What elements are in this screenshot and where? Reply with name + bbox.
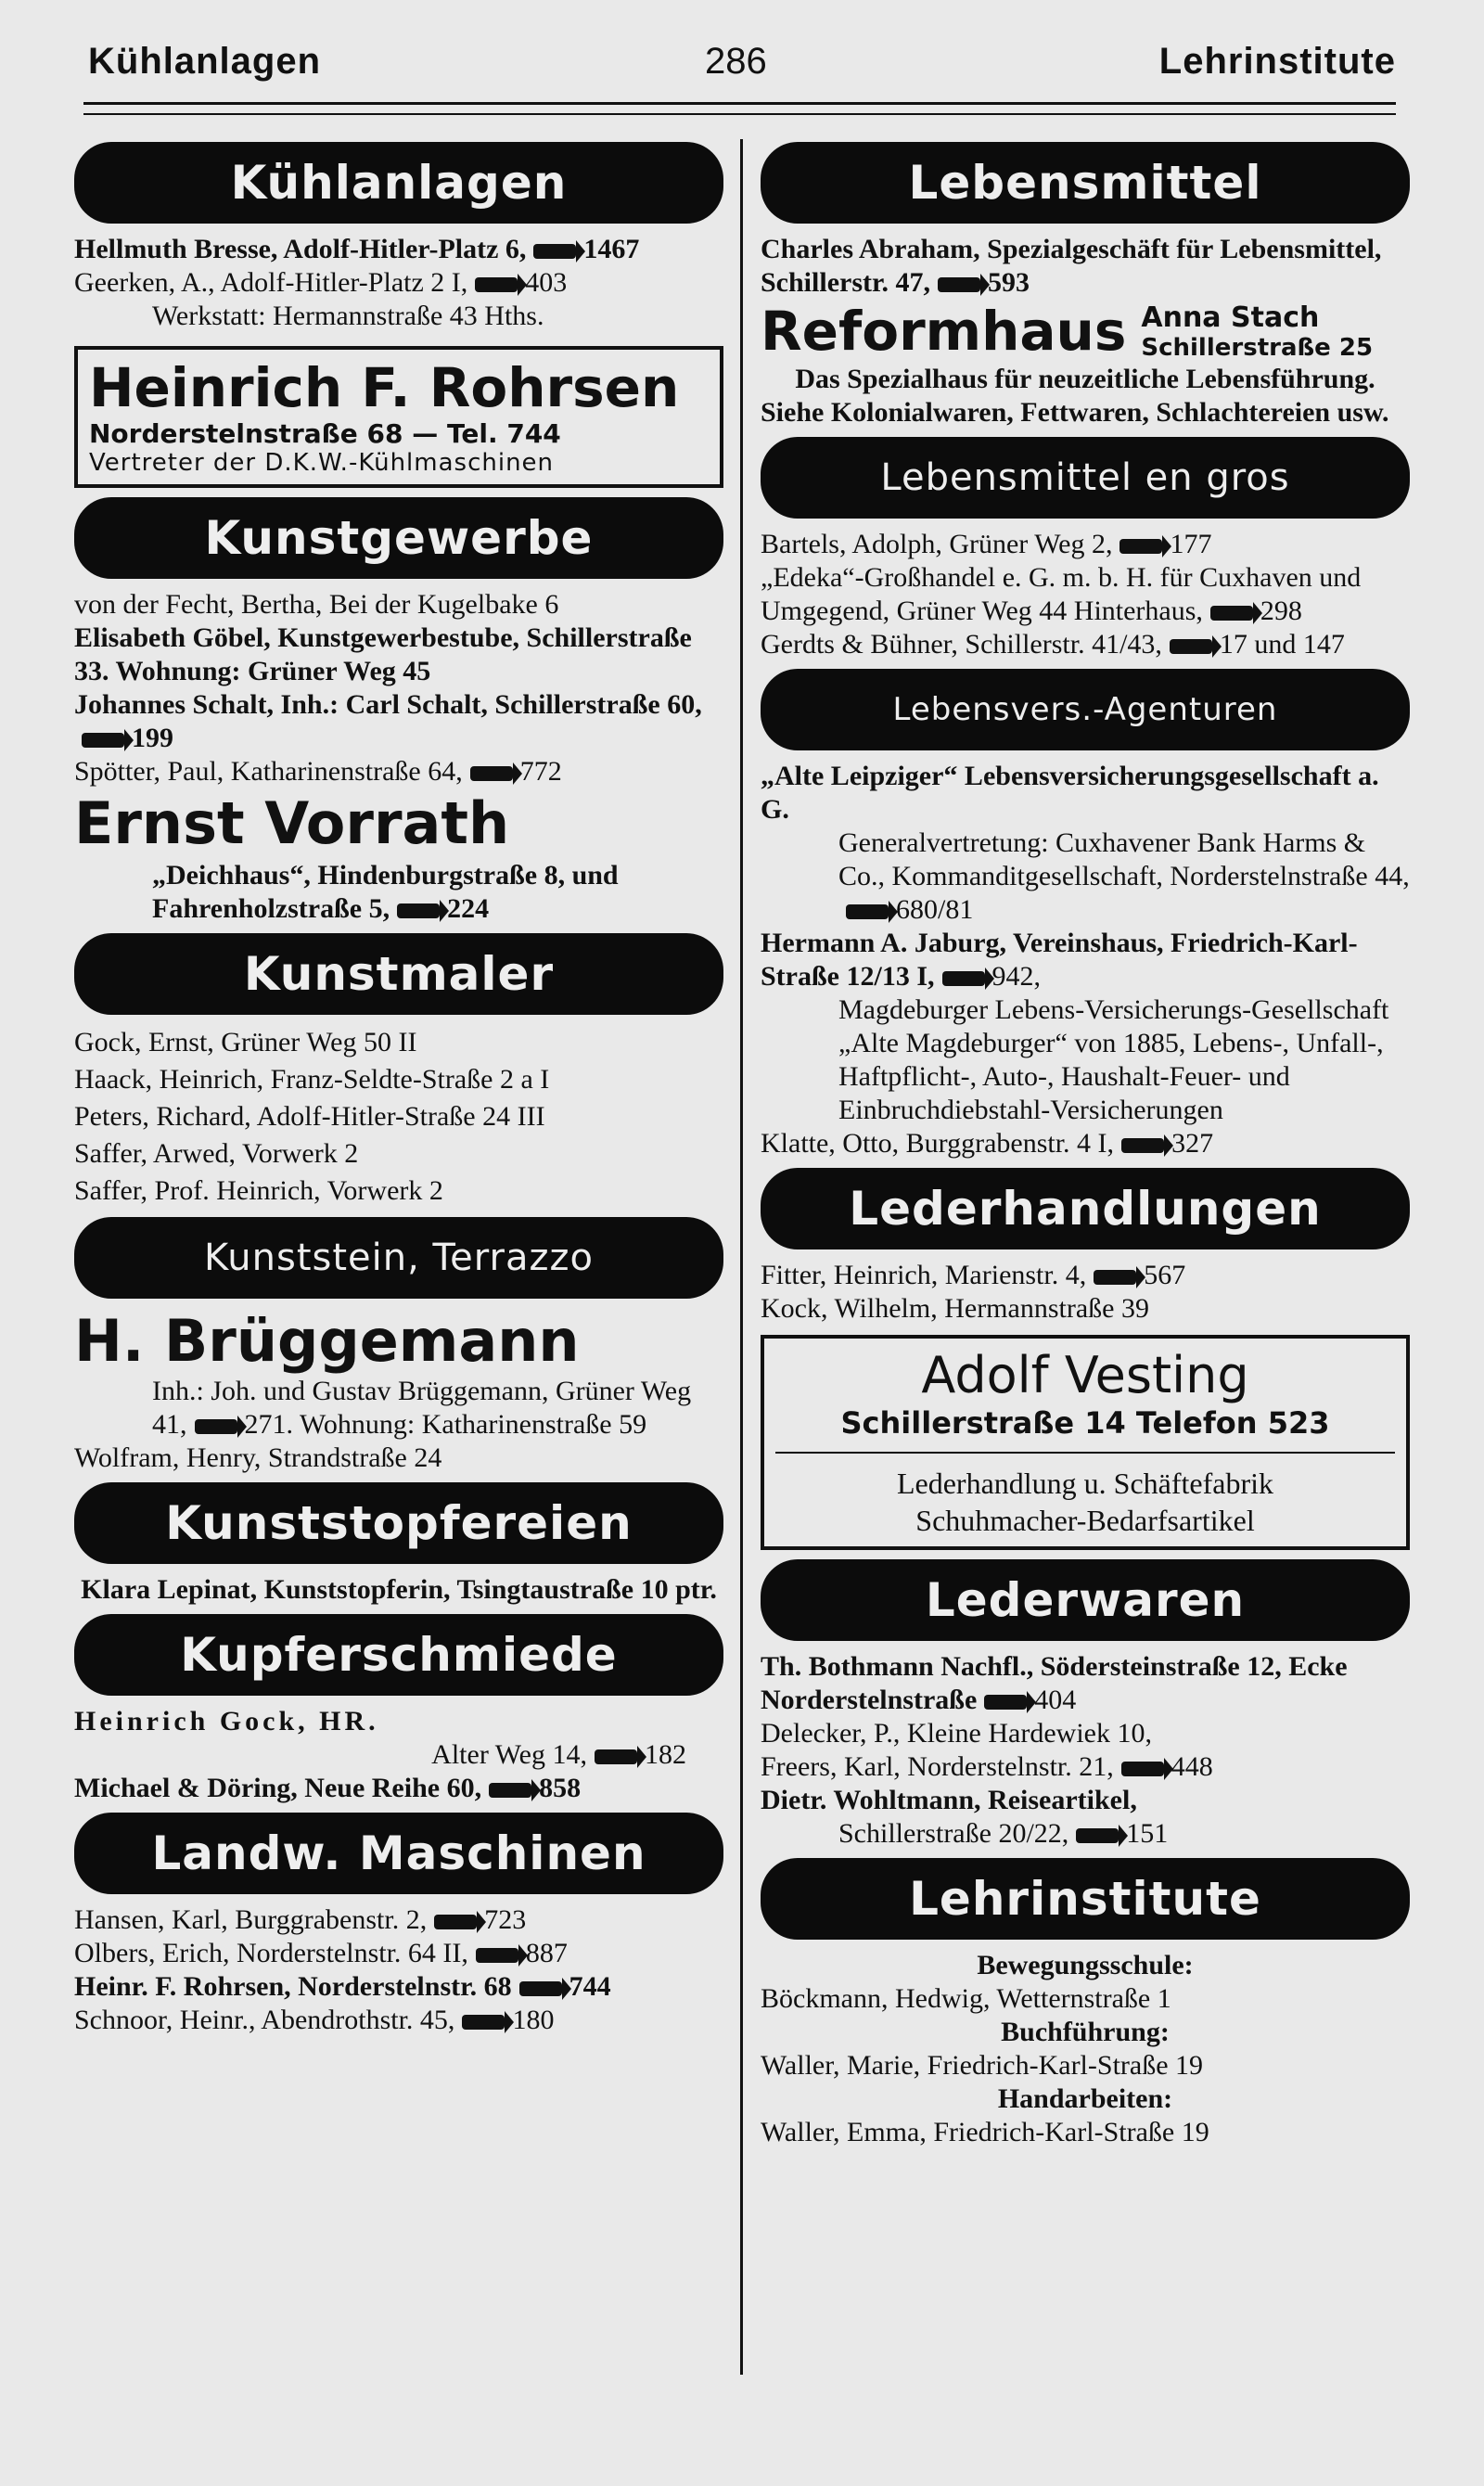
list-item: Magdeburger Lebens-Versicherungs-Gesellschaft „Alte Magdeburger“ von 1885, Lebens-, Unfall-, Haftpflicht-, Auto-, Haushalt-Feuer- und Einbruchdiebstahl-Versicherungen <box>838 994 1389 1125</box>
list-item: Dietr. Wohltmann, Reiseartikel, <box>761 1785 1137 1815</box>
section-banner: Kunstgewerbe <box>74 497 723 579</box>
phone-number: 772 <box>519 756 562 787</box>
phone-number: 17 und 147 <box>1219 629 1345 660</box>
list-item <box>761 927 1410 993</box>
list-item: Heinrich Gock, HR. <box>74 1706 379 1736</box>
ad-address: Schillerstraße 25 <box>1141 333 1374 362</box>
phone-icon <box>1170 639 1212 654</box>
list-item: Delecker, P., Kleine Hardewiek 10, <box>761 1718 1152 1749</box>
phone-icon <box>475 277 518 292</box>
header-rule <box>83 102 1396 105</box>
entry-text: Wohnung: Katharinenstraße 59 <box>299 1409 647 1440</box>
list-item <box>74 1772 723 1805</box>
entry-text: Schnoor, Heinr., Abendrothstr. 45, <box>74 2005 455 2035</box>
list-item <box>761 1650 1410 1717</box>
entry-text: Geerken, A., Adolf-Hitler-Platz 2 I, <box>74 267 468 298</box>
header-left: Kühlanlagen <box>88 41 322 82</box>
list-item: Werkstatt: Hermannstraße 43 Hths. <box>152 301 544 331</box>
subheading: Buchführung: <box>1001 2017 1170 2047</box>
right-column <box>761 135 1410 2149</box>
header-rule-2 <box>83 113 1396 115</box>
phone-number: 177 <box>1170 529 1212 559</box>
phone-number: 723 <box>484 1904 527 1935</box>
phone-icon <box>1121 1762 1164 1776</box>
phone-icon <box>462 2015 505 2030</box>
ad-address: Schillerstraße 14 Telefon 523 <box>775 1405 1395 1454</box>
phone-number: 404 <box>1034 1685 1077 1715</box>
section-banner: Landw. Maschinen <box>74 1813 723 1894</box>
entry-text: „Edeka“-Großhandel e. G. m. b. H. für Cuxhaven und Umgegend, Grüner Weg 44 Hinterhaus, <box>761 562 1362 626</box>
ad-subtitle: Lederhandlung u. Schäftefabrik <box>896 1467 1274 1500</box>
list-item: Haack, Heinrich, Franz-Seldte-Straße 2 a I <box>74 1064 550 1095</box>
ad-owner: Anna Stach <box>1141 301 1320 334</box>
phone-number: 744 <box>569 1971 611 2002</box>
list-item <box>74 1375 723 1442</box>
entry-text: Schillerstraße 20/22, <box>838 1818 1069 1849</box>
entry-text: Bartels, Adolph, Grüner Weg 2, <box>761 529 1113 559</box>
entry-text: Th. Bothmann Nachfl., Södersteinstraße 12, Ecke Norderstelnstraße <box>761 1651 1348 1715</box>
entry-text: Freers, Karl, Norderstelnstr. 21, <box>761 1751 1114 1782</box>
section-banner: Kunststopfereien <box>74 1482 723 1564</box>
phone-icon <box>434 1915 477 1929</box>
page-number: 286 <box>705 41 767 82</box>
phone-number: 448 <box>1171 1751 1213 1782</box>
header-right: Lehrinstitute <box>1158 41 1396 82</box>
entry-text: Charles Abraham, Spezialgeschäft für Lebensmittel, Schillerstr. 47, <box>761 234 1382 298</box>
list-item <box>761 561 1410 628</box>
list-item <box>74 2004 723 2037</box>
phone-number: 593 <box>988 267 1030 298</box>
phone-icon <box>942 971 985 986</box>
advertisement <box>761 300 1410 363</box>
list-item: Wolfram, Henry, Strandstraße 24 <box>74 1442 442 1473</box>
phone-icon <box>1094 1270 1136 1285</box>
entry-text: „Deichhaus“, Hindenburgstraße 8, und Fahrenholzstraße 5, <box>152 860 619 924</box>
phone-icon <box>1119 539 1162 554</box>
section-banner: Lederhandlungen <box>761 1168 1410 1249</box>
advertisement <box>761 1335 1410 1550</box>
list-item: Böckmann, Hedwig, Wetternstraße 1 <box>761 1983 1171 2014</box>
list-item <box>74 1738 723 1772</box>
entry-text: Inh.: Joh. und Gustav Brüggemann, Grüner Weg 41, <box>152 1376 692 1440</box>
entry-text: Alter Weg 14, <box>431 1739 587 1770</box>
subheading: Handarbeiten: <box>997 2083 1173 2114</box>
ad-address: Norderstelnstraße 68 — Tel. 744 <box>89 418 561 449</box>
phone-icon <box>595 1749 637 1764</box>
phone-icon <box>489 1783 531 1798</box>
list-item: Siehe Kolonialwaren, Fettwaren, Schlachtereien usw. <box>761 397 1389 428</box>
phone-number: 858 <box>539 1773 582 1803</box>
phone-icon <box>984 1695 1027 1710</box>
phone-icon <box>1210 606 1253 621</box>
phone-icon <box>519 1981 562 1996</box>
entry-text: Hansen, Karl, Burggrabenstr. 2, <box>74 1904 428 1935</box>
list-item <box>74 233 723 266</box>
phone-icon <box>476 1948 518 1963</box>
phone-icon <box>397 903 440 918</box>
entry-text: Klatte, Otto, Burggrabenstr. 4 I, <box>761 1128 1115 1159</box>
phone-icon <box>82 733 124 748</box>
list-item <box>74 1937 723 1970</box>
list-item: Klara Lepinat, Kunststopferin, Tsingtaustraße 10 ptr. <box>81 1574 717 1605</box>
phone-icon <box>470 766 513 781</box>
phone-icon <box>938 277 980 292</box>
advertisement <box>74 346 723 488</box>
list-item <box>761 1750 1410 1784</box>
section-banner: Lebensmittel en gros <box>761 437 1410 519</box>
section-banner: Kunstmaler <box>74 933 723 1015</box>
list-item: Peters, Richard, Adolf-Hitler-Straße 24 III <box>74 1101 545 1132</box>
ad-name: Reformhaus <box>761 300 1127 363</box>
phone-number: 199 <box>132 723 173 753</box>
section-banner: Kühlanlagen <box>74 142 723 224</box>
ad-name: Heinrich F. Rohrsen <box>89 356 680 419</box>
list-item: Waller, Emma, Friedrich-Karl-Straße 19 <box>761 2117 1209 2147</box>
entry-text: Hellmuth Bresse, Adolf-Hitler-Platz 6, <box>74 234 527 264</box>
list-item: von der Fecht, Bertha, Bei der Kugelbake 6 <box>74 589 559 620</box>
phone-icon <box>1121 1138 1164 1153</box>
subheading: Bewegungsschule: <box>977 1950 1194 1980</box>
list-item <box>74 266 723 300</box>
entry-text: Johannes Schalt, Inh.: Carl Schalt, Schillerstraße 60, <box>74 689 702 720</box>
entry-text: Heinr. F. Rohrsen, Norderstelnstr. 68 <box>74 1971 512 2002</box>
list-item: „Alte Leipziger“ Lebensversicherungsgesellschaft a. G. <box>761 761 1379 825</box>
list-item <box>74 755 723 788</box>
phone-number: 403 <box>525 267 568 298</box>
phone-number: 327 <box>1171 1128 1214 1159</box>
list-item <box>761 1817 1410 1851</box>
list-item: Kock, Wilhelm, Hermannstraße 39 <box>761 1293 1149 1324</box>
phone-number: 887 <box>525 1938 568 1968</box>
phone-number: 182 <box>645 1739 686 1770</box>
list-item <box>761 1127 1410 1160</box>
entry-text: Generalvertretung: Cuxhavener Bank Harms & Co., Kommanditgesellschaft, Norderstelnstraße 44, <box>838 827 1410 891</box>
ad-subtitle: Vertreter der D.K.W.-Kühlmaschinen <box>89 449 555 477</box>
phone-number: 224 <box>447 893 490 924</box>
phone-number: 298 <box>1260 596 1302 626</box>
phone-icon <box>1076 1828 1119 1843</box>
phone-number: 151 <box>1126 1818 1169 1849</box>
entry-text: Gerdts & Bühner, Schillerstr. 41/43, <box>761 629 1162 660</box>
phone-number: 567 <box>1144 1260 1186 1290</box>
phone-icon <box>846 904 889 919</box>
list-item <box>761 628 1410 661</box>
left-column <box>74 135 723 2037</box>
list-item <box>74 859 723 926</box>
phone-number: 180 <box>512 2005 555 2035</box>
list-item <box>74 1903 723 1937</box>
entry-text: Spötter, Paul, Katharinenstraße 64, <box>74 756 463 787</box>
entry-text: Hermann A. Jaburg, Vereinshaus, Friedrich-Karl-Straße 12/13 I, <box>761 928 1358 992</box>
ad-name: Ernst Vorrath <box>74 789 510 857</box>
list-item <box>761 1259 1410 1292</box>
list-item <box>761 827 1410 927</box>
ad-name: H. Brüggemann <box>74 1307 580 1375</box>
ad-name: Adolf Vesting <box>921 1346 1249 1404</box>
list-item <box>74 1970 723 2004</box>
section-banner: Lederwaren <box>761 1559 1410 1641</box>
list-item: Gock, Ernst, Grüner Weg 50 II <box>74 1027 417 1057</box>
phone-number: 680/81 <box>896 894 974 925</box>
phone-number: 1467 <box>583 234 640 264</box>
section-banner: Kunststein, Terrazzo <box>74 1217 723 1299</box>
section-banner: Lebensmittel <box>761 142 1410 224</box>
column-divider <box>740 139 743 2375</box>
list-item: Saffer, Arwed, Vorwerk 2 <box>74 1138 359 1169</box>
list-item: Saffer, Prof. Heinrich, Vorwerk 2 <box>74 1175 443 1206</box>
ad-subtitle: Schuhmacher-Bedarfsartikel <box>915 1504 1255 1537</box>
phone-number: 271. <box>244 1409 293 1440</box>
section-banner: Lehrinstitute <box>761 1858 1410 1940</box>
list-item <box>74 688 723 755</box>
phone-icon <box>195 1419 237 1434</box>
list-item <box>761 528 1410 561</box>
list-item: Elisabeth Göbel, Kunstgewerbestube, Schillerstraße 33. Wohnung: Grüner Weg 45 <box>74 622 692 686</box>
entry-text: Olbers, Erich, Norderstelnstr. 64 II, <box>74 1938 468 1968</box>
ad-subtitle: Das Spezialhaus für neuzeitliche Lebensführung. <box>795 364 1375 394</box>
phone-number: 942, <box>991 961 1041 992</box>
section-banner: Lebensvers.-Agenturen <box>761 669 1410 750</box>
list-item <box>761 233 1410 300</box>
entry-text: Michael & Döring, Neue Reihe 60, <box>74 1773 482 1803</box>
entry-text: Fitter, Heinrich, Marienstr. 4, <box>761 1260 1087 1290</box>
list-item: Waller, Marie, Friedrich-Karl-Straße 19 <box>761 2050 1204 2081</box>
phone-icon <box>533 244 576 259</box>
section-banner: Kupferschmiede <box>74 1614 723 1696</box>
